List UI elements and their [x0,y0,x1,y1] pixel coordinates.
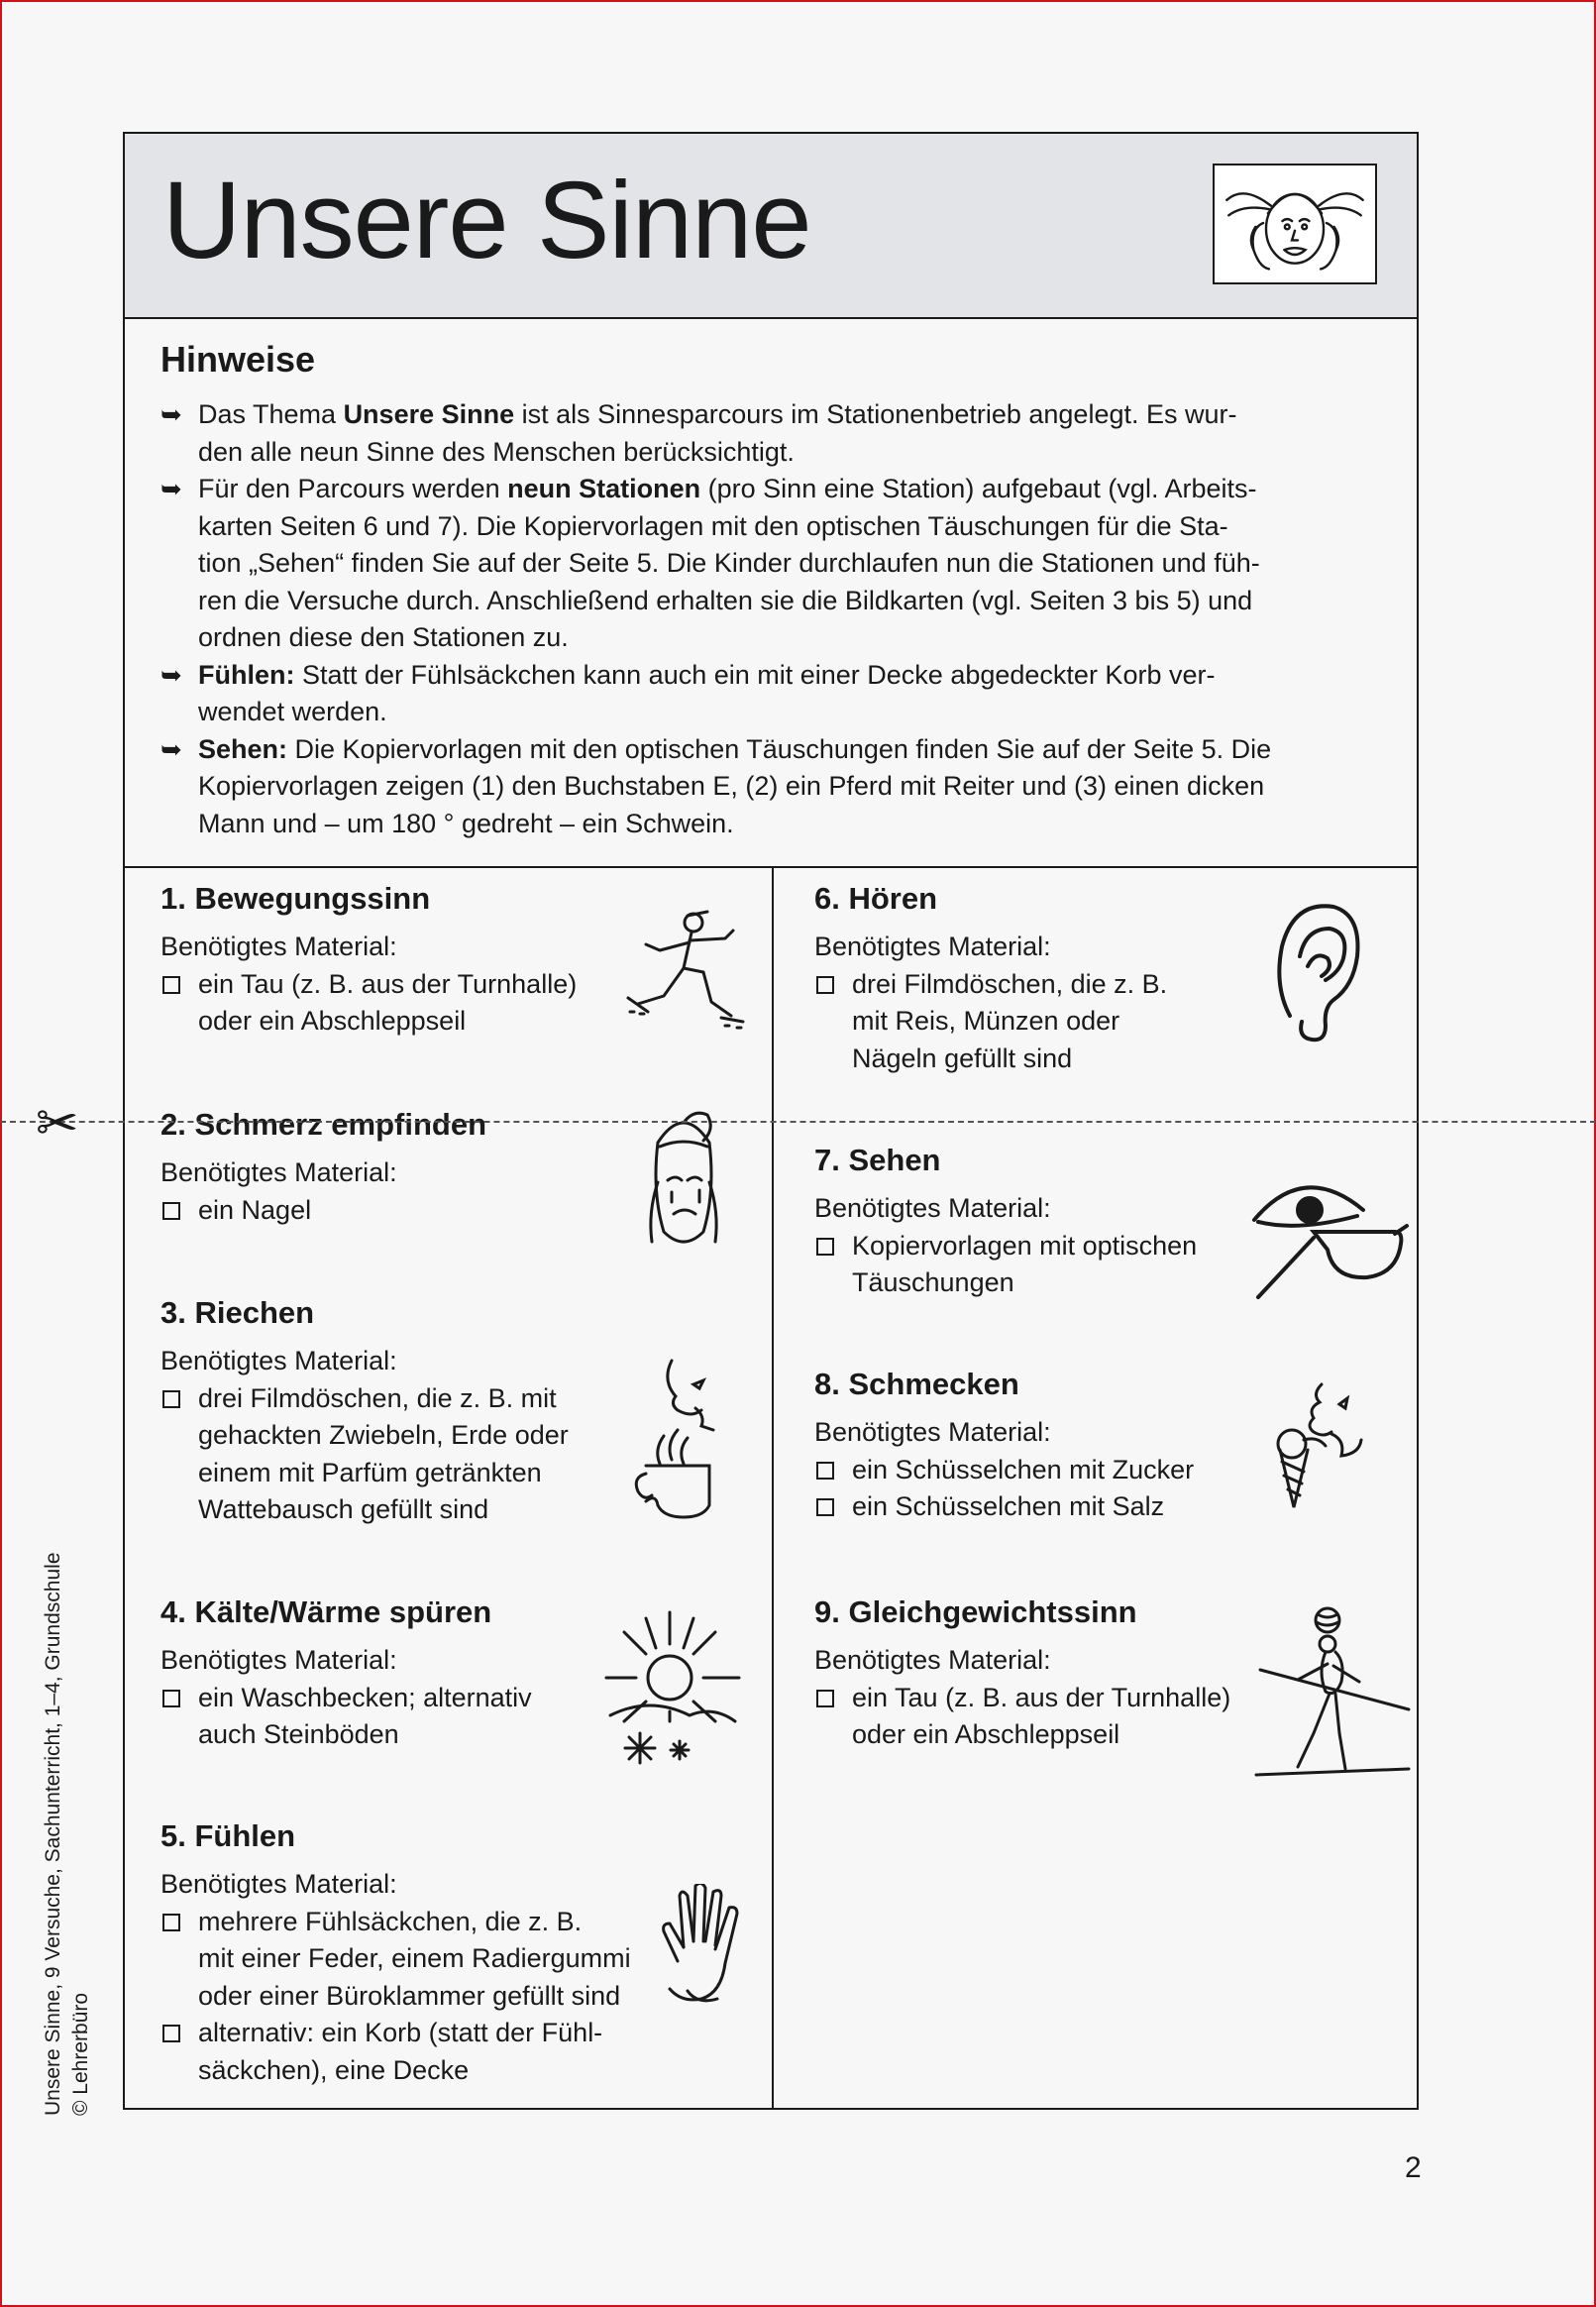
column-divider [772,868,774,2110]
material-item: ein Schüsselchen mit Salz [814,1488,1409,1526]
tightrope-walker-icon [1254,1604,1413,1783]
hints-heading: Hinweise [160,339,316,380]
arrow-icon: ➥ [160,659,182,690]
page-number: 2 [1405,2151,1422,2184]
scissors-icon: ✂ [36,1095,79,1153]
checkbox-icon [162,2025,180,2042]
material-label: Benötigtes Material: [814,932,1051,961]
inline-skater-icon [614,903,753,1042]
station-title: 6. Hören [814,881,938,916]
checkbox-icon [162,1390,180,1408]
material-label: Benötigtes Material: [814,1645,1051,1675]
arrow-icon: ➥ [160,733,182,764]
hints-section [125,319,1417,868]
checkbox-icon [816,1238,834,1256]
station-title: 7. Sehen [814,1143,941,1177]
checkbox-icon [162,976,180,994]
material-item: ein Waschbecken; alternativ auch Steinböden [160,1680,755,1754]
station-title: 9. Gleichgewichtssinn [814,1594,1137,1629]
checkbox-icon [162,1202,180,1220]
arrow-icon: ➥ [160,399,182,429]
checkbox-icon [162,1690,180,1707]
material-item: ein Tau (z. B. aus der Turnhalle) oder ein Abschleppseil [160,966,755,1041]
checkbox-icon [162,1914,180,1931]
footer-line-2: © Lehrerbüro [69,1992,92,2116]
checkbox-icon [816,1498,834,1516]
footer-line-1: Unsere Sinne, 9 Versuche, Sachunterricht, 1–4, Grundschule [42,1552,64,2116]
station-title: 8. Schmecken [814,1367,1019,1401]
material-label: Benötigtes Material: [160,1869,397,1899]
material-item: ein Nagel [160,1192,755,1230]
header [125,134,1417,319]
checkbox-icon [816,976,834,994]
hand-icon [658,1884,747,2013]
station-title: 3. Riechen [160,1295,315,1330]
material-label: Benötigtes Material: [160,1645,397,1675]
cut-line [0,1121,1596,1123]
footer-credits [40,1521,95,2116]
crying-face-icon [628,1103,739,1262]
material-item: mehrere Fühlsäckchen, die z. B. mit einer Feder, einem Radiergummi oder einer Büroklammer gefüllt sind [160,1904,755,2016]
material-label: Benötigtes Material: [160,932,397,961]
arrow-icon: ➥ [160,474,182,503]
ice-cream-icon [1262,1378,1365,1517]
material-item: drei Filmdöschen, die z. B. mit Reis, Münzen oder Nägeln gefüllt sind [814,966,1409,1078]
page-title: Unsere Sinne [162,160,811,281]
ear-icon [1260,897,1363,1045]
checkbox-icon [816,1462,834,1480]
station-title: 1. Bewegungssinn [160,881,431,916]
hint-item: ➥ Sehen: Die Kopiervorlagen mit den optischen Täuschungen finden Sie auf der Seite 5. Die Kopiervorlagen zeigen (1) den Buchstaben E, (2) ein Pferd mit Reiter und (3) einen dicken Mann und – um 180 ° gedreht – ein Schwein. [160,731,1389,843]
sun-snowflake-icon [600,1604,749,1769]
checkbox-icon [816,1690,834,1707]
hint-item: ➥ Fühlen: Statt der Fühlsäckchen kann auch ein mit einer Decke abgedeckter Korb ver- wendet werden. [160,657,1389,731]
station-title: 5. Fühlen [160,1818,296,1853]
material-item: ein Schüsselchen mit Zucker [814,1452,1409,1489]
smelling-cup-icon [632,1355,731,1523]
material-label: Benötigtes Material: [160,1157,397,1187]
material-label: Benötigtes Material: [160,1346,397,1375]
hints-list [160,396,1389,842]
material-item: ein Tau (z. B. aus der Turnhalle) oder ein Abschleppseil [814,1680,1409,1754]
material-item: alternativ: ein Korb (statt der Fühl- säckchen), eine Decke [160,2015,755,2089]
material-label: Benötigtes Material: [814,1417,1051,1447]
station-title: 4. Kälte/Wärme spüren [160,1594,492,1629]
hint-item: ➥ Für den Parcours werden neun Stationen (pro Sinn eine Station) aufgebaut (vgl. Arbeits- karten Seiten 6 und 7). Die Kopiervorlagen mit den optischen Täuschungen für die Sta- tion „Sehen“ finden Sie auf der Seite 5. Die Kinder durchlaufen nun die Stationen und füh- ren die Versuche durch. Anschließend erhalten sie die Bildkarten (vgl. Seiten 3 bis 5) und ordnen diese den Stationen zu. [160,471,1389,657]
material-item: drei Filmdöschen, die z. B. mit gehackten Zwiebeln, Erde oder einem mit Parfüm getränkten Wattebausch gefüllt sind [160,1380,755,1529]
hint-item: ➥ Das Thema Unsere Sinne ist als Sinnesparcours im Stationenbetrieb angelegt. Es wur- den alle neun Sinne des Menschen berücksichtigt. [160,396,1389,471]
material-label: Benötigtes Material: [814,1193,1051,1223]
eye-glasses-icon [1244,1176,1413,1305]
girl-senses-icon [1213,164,1377,284]
material-item: Kopiervorlagen mit optischen Täuschungen [814,1228,1409,1302]
station-title: 2. Schmerz empfinden [160,1107,487,1142]
